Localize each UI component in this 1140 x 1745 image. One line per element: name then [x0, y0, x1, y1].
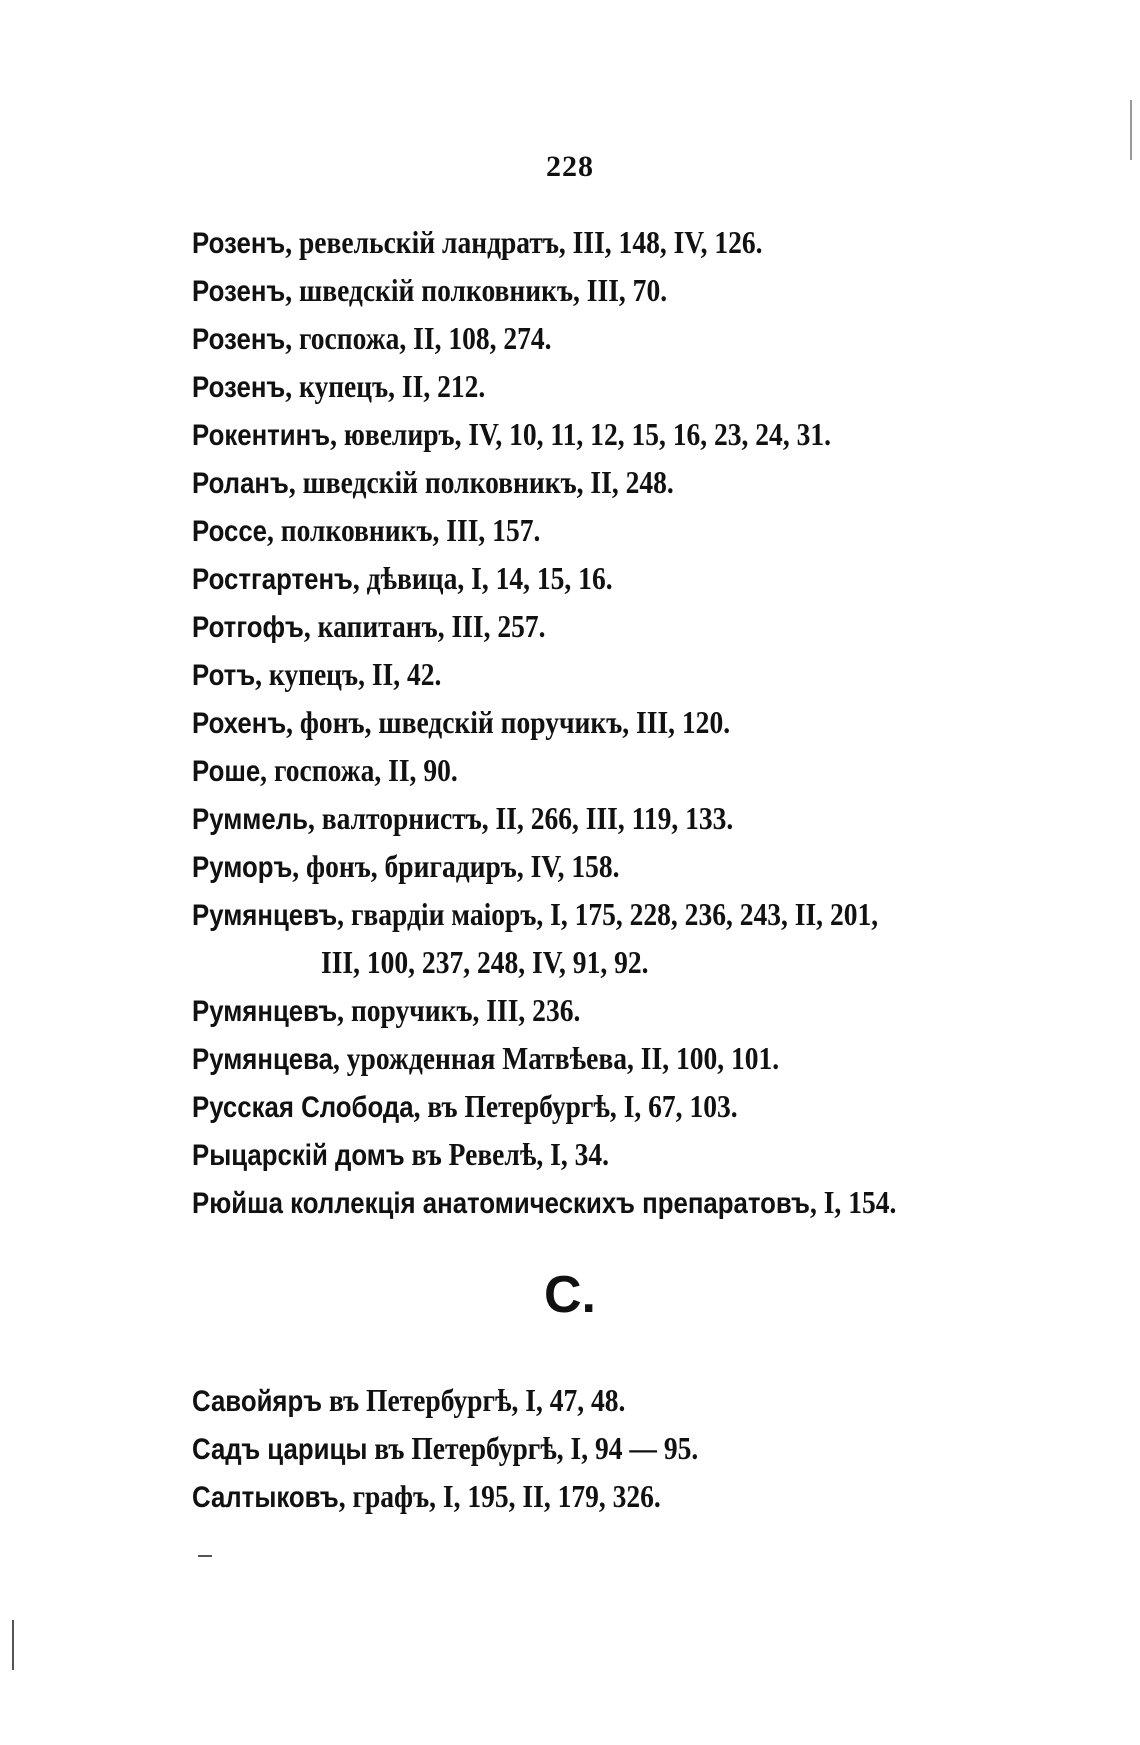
index-entry	[192, 1424, 949, 1472]
entry-name: Рокентинъ	[192, 419, 331, 452]
entry-name: Ротгофъ	[192, 611, 304, 644]
index-entry	[192, 602, 949, 650]
entry-name: Румянцевъ	[192, 995, 338, 1028]
index-entry	[192, 362, 949, 410]
entry-name: Розенъ	[192, 371, 286, 404]
entry-references: , ревельскій ландратъ, III, 148, IV, 126.	[285, 224, 763, 260]
index-entry	[192, 410, 949, 458]
index-entries-s	[192, 1376, 1072, 1520]
index-entry	[192, 890, 949, 938]
entry-references: , купецъ, II, 212.	[285, 368, 486, 404]
index-entry	[192, 698, 949, 746]
entry-name: Рохенъ	[192, 707, 287, 740]
entry-name: Руморъ	[192, 851, 293, 884]
scan-dash-mark	[198, 1555, 212, 1557]
entry-references: , ювелиръ, IV, 10, 11, 12, 15, 16, 23, 24, 31.	[330, 416, 831, 452]
entry-references: , гвардіи маіоръ, I, 175, 228, 236, 243, II, 201,	[337, 896, 879, 932]
index-entry	[192, 1376, 949, 1424]
page-number: 228	[546, 150, 594, 183]
index-entry	[192, 842, 949, 890]
index-entry	[192, 266, 949, 314]
entry-references: , шведскій полковникъ, II, 248.	[288, 464, 674, 500]
index-entry	[192, 1082, 949, 1130]
index-entry	[192, 1034, 949, 1082]
entry-references: , фонъ, бригадиръ, IV, 158.	[292, 848, 620, 884]
entry-name: Ротъ	[192, 659, 256, 692]
index-entry	[192, 938, 949, 986]
entry-references: , графъ, I, 195, II, 179, 326.	[338, 1478, 661, 1514]
index-entry	[192, 218, 949, 266]
entry-references: , дѣвица, I, 14, 15, 16.	[352, 560, 613, 596]
entry-references: , полковникъ, III, 157.	[267, 512, 541, 548]
entry-references: , капитанъ, III, 257.	[303, 608, 546, 644]
entry-references: , шведскій полковникъ, III, 70.	[285, 272, 668, 308]
index-entry	[192, 1178, 949, 1226]
index-entry	[192, 794, 949, 842]
section-heading: С.	[544, 1266, 596, 1324]
index-entry	[192, 554, 949, 602]
entry-references: , госпожа, II, 90.	[260, 752, 458, 788]
entry-name: Савойяръ	[192, 1385, 323, 1418]
entry-name: Розенъ	[192, 323, 286, 356]
entry-references: , урожденная Матвѣева, II, 100, 101.	[333, 1040, 780, 1076]
entry-name: Роше	[192, 755, 261, 788]
index-entry	[192, 650, 949, 698]
entry-references: въ Ревелѣ, I, 34.	[404, 1136, 609, 1172]
entry-name: Ростгартенъ	[192, 563, 353, 596]
entry-name: Садъ царицы	[192, 1433, 368, 1466]
entry-name: Румянцева	[192, 1043, 334, 1076]
index-entry	[192, 1130, 949, 1178]
entry-name: Румянцевъ	[192, 899, 338, 932]
entry-references: , I, 154.	[809, 1184, 897, 1220]
index-entry	[192, 1472, 949, 1520]
entry-name: Розенъ	[192, 275, 286, 308]
entry-references: , купецъ, II, 42.	[255, 656, 442, 692]
entry-references: , въ Петербургѣ, I, 67, 103.	[413, 1088, 738, 1124]
entry-references: въ Петербургѣ, I, 47, 48.	[322, 1382, 626, 1418]
entry-references: , валторнистъ, II, 266, III, 119, 133.	[307, 800, 734, 836]
entry-name: Рыцарскій домъ	[192, 1139, 405, 1172]
index-entries-r	[192, 218, 1072, 1226]
entry-references: , фонъ, шведскій поручикъ, III, 120.	[286, 704, 731, 740]
index-entry	[192, 746, 949, 794]
entry-references: , госпожа, II, 108, 274.	[285, 320, 552, 356]
index-entry	[192, 986, 949, 1034]
entry-name: Россе	[192, 515, 268, 548]
index-entry	[192, 314, 949, 362]
entry-references: III, 100, 237, 248, IV, 91, 92.	[321, 944, 649, 980]
entry-name: Рюйша коллекція анатомическихъ препаратовъ	[192, 1187, 810, 1220]
entry-name: Руммель	[192, 803, 308, 836]
scan-edge-mark-bottom	[12, 1620, 14, 1670]
entry-name: Русская Слобода	[192, 1091, 414, 1124]
entry-references: , поручикъ, III, 236.	[337, 992, 581, 1028]
index-entry	[192, 506, 949, 554]
index-entry	[192, 458, 949, 506]
entry-name: Роланъ	[192, 467, 289, 500]
entry-name: Салтыковъ	[192, 1481, 339, 1514]
entry-references: въ Петербургѣ, I, 94 — 95.	[367, 1430, 699, 1466]
entry-name: Розенъ	[192, 227, 286, 260]
